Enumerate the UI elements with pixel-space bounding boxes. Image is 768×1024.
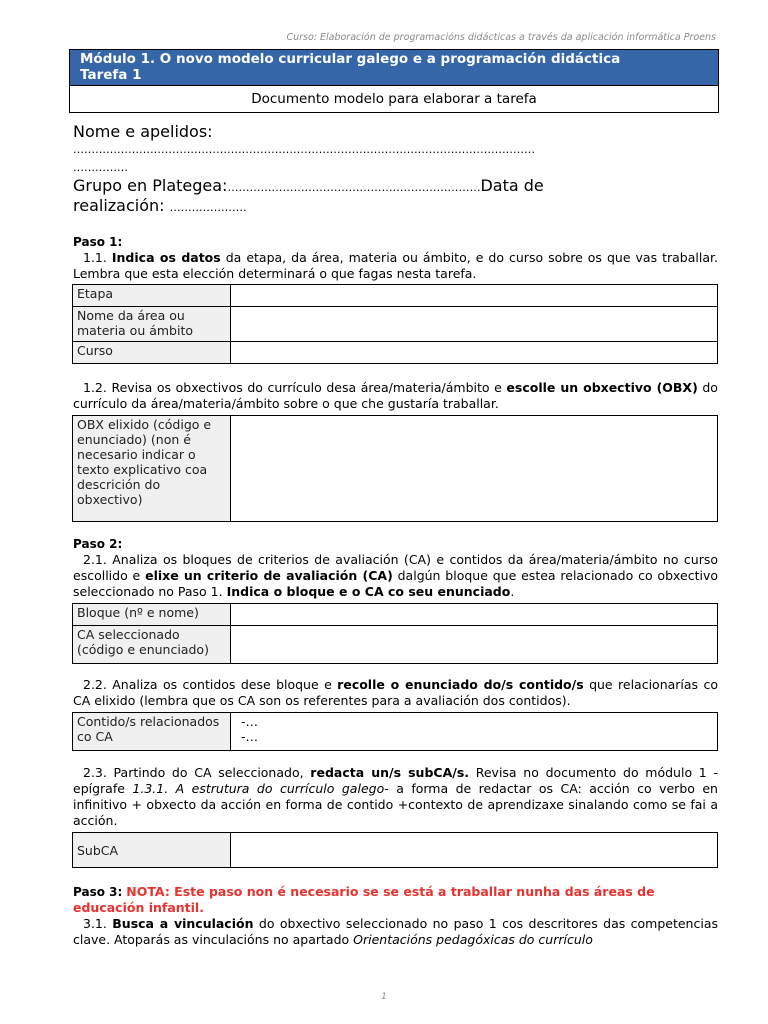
contidos-table (72, 712, 718, 751)
subca-table (72, 832, 718, 868)
paso1-1-text: 1.1. Indica os datos da etapa, da área, materia ou ámbito, e do curso sobre os que vas traballar. Lembra que esta elección determinará o que fagas nesta tarefa. (73, 250, 718, 281)
paso2-3-text: 2.3. Partindo do CA seleccionado, redacta un/s subCA/s. Revisa no documento do módulo 1 - epígrafe 1.3.1. A estrutura do currículo galego- a forma de redactar os CA: acción co verbo en infinitivo + obxecto da acción en forma de contido +contexto de aprendizaxe sinalando como se fai a acción. (73, 765, 718, 828)
group-label: Grupo en Plategea: (73, 176, 228, 195)
paso1-2-text: 1.2. Revisa os obxectivos do currículo desa área/materia/ámbito e escolle un obxectivo (OBX) do currículo da área/materia/ámbito sobre o que che gustaría traballar. (73, 380, 718, 411)
paso3-section (73, 884, 718, 948)
group-dots[interactable]: …………………………………………………………… (227, 181, 481, 194)
curso-field[interactable] (231, 342, 718, 364)
contido-item: -… (241, 714, 259, 729)
etapa-field[interactable] (231, 285, 718, 307)
paso3-1-text: 3.1. Busca a vinculación do obxectivo seleccionado no paso 1 cos descritores das competencias clave. Atoparás as vinculacións no apartado Orientacións pedagóxicas do currículo (73, 916, 718, 947)
date-line (73, 197, 718, 217)
row-label-subca: SubCA (73, 833, 231, 868)
paso3-note: NOTA: Este paso non é necesario se se está a traballar nunha das áreas de educación infantil. (73, 884, 655, 915)
paso3-heading: Paso 3: (73, 885, 123, 899)
name-dots[interactable]: ……………………………………………………………………………………………………………… (73, 143, 535, 156)
page-number: 1 (381, 992, 387, 1002)
row-label-contidos: Contido/s relacionados co CA (73, 713, 231, 751)
identity-block (73, 123, 718, 217)
name-label: Nome e apelidos: (73, 122, 213, 141)
bloque-field[interactable] (231, 604, 718, 626)
paso2-heading: Paso 2: (73, 537, 123, 551)
ca-field[interactable] (231, 626, 718, 664)
row-label-bloque: Bloque (nº e nome) (73, 604, 231, 626)
paso1-table (72, 284, 718, 364)
obx-table (72, 415, 718, 522)
row-label-area: Nome da área ou materia ou ámbito (73, 307, 231, 342)
row-label-curso: Curso (73, 342, 231, 364)
title-box (69, 49, 719, 113)
contidos-field[interactable] (231, 713, 718, 751)
module-title: Módulo 1. O novo modelo curricular galego e a programación didáctica (80, 51, 621, 67)
group-line (73, 177, 718, 197)
date-label-2: realización: (73, 196, 165, 215)
task-title: Tarefa 1 (80, 67, 142, 83)
date-dots[interactable]: ………………… (169, 201, 247, 214)
area-field[interactable] (231, 307, 718, 342)
name-dots-2[interactable]: …………… (73, 161, 128, 174)
row-label-obx: OBX elixido (código e enunciado) (non é necesario indicar o texto explicativo coa descrición do obxectivo) (73, 416, 231, 522)
paso1-section (73, 234, 718, 282)
paso2-2-text: 2.2. Analiza os contidos dese bloque e recolle o enunciado do/s contido/s que relacionarías co CA elixido (lembra que os CA son os referentes para a avaliación dos contidos). (73, 677, 718, 708)
module-title-bar (70, 50, 718, 85)
obx-field[interactable] (231, 416, 718, 522)
paso2-1-text: 2.1. Analiza os bloques de criterios de avaliación (CA) e contidos da área/materia/ámbito no curso escollido e elixe un criterio de avaliación (CA) dalgún bloque que estea relacionado co obxectivo seleccionado no Paso 1. Indica o bloque e o CA co seu enunciado. (73, 552, 719, 599)
paso2-table (72, 603, 718, 664)
paso2-section (73, 536, 718, 600)
document-subtitle: Documento modelo para elaborar a tarefa (70, 85, 718, 112)
row-label-ca: CA seleccionado (código e enunciado) (73, 626, 231, 664)
paso1-heading: Paso 1: (73, 235, 123, 249)
subca-field[interactable] (231, 833, 718, 868)
row-label-etapa: Etapa (73, 285, 231, 307)
contido-item: -… (241, 729, 259, 744)
date-label: Data de (480, 176, 544, 195)
course-header: Curso: Elaboración de programacións didácticas a través da aplicación informática Proens (286, 32, 716, 43)
